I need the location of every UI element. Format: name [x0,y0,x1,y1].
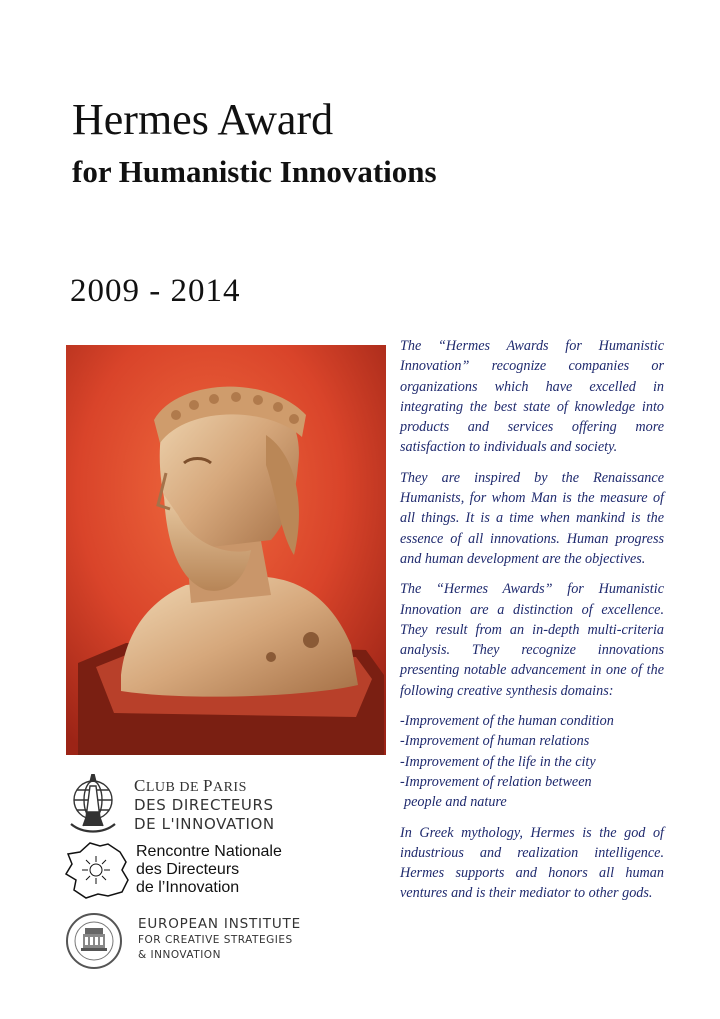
intro-text-column [400,336,664,914]
rencontre-line: de l’Innovation [136,879,240,896]
club-line: DE L'INNOVATION [134,815,275,833]
institute-seal-icon [65,912,123,970]
institute-line: EUROPEAN INSTITUTE [138,916,301,932]
closing-paragraph: In Greek mythology, Hermes is the god of industrious and realization intelligence. Hermes supports and honors all human ventures and is their mediator to other gods. [400,824,664,902]
intro-paragraph: They are inspired by the Renaissance Humanists, for whom Man is the measure of all things. It is a time when mankind is the essence of all innovations. Human progress and human development are the objectives. [400,469,664,567]
domain-item: people and nature [404,794,507,811]
european-institute-logo [138,915,301,963]
institute-line: & INNOVATION [138,949,221,961]
intro-paragraph: The “Hermes Awards” for Humanistic Innovation are a distinction of excellence. They result from an in-depth multi-criteria analysis. They recognize innovations presenting notable advancement in one of the following creative synthesis domains: [400,581,664,699]
domain-item: -Improvement of the human condition [400,713,614,730]
domain-item: -Improvement of the life in the city [400,753,596,770]
domain-list [400,711,664,812]
award-years: 2009 - 2014 [70,273,241,309]
club-de-paris-logo [134,778,275,834]
intro-paragraph: The “Hermes Awards for Humanistic Innovation” recognize companies or organizations which have excelled in integrating the best state of knowledge into products and services offering more satisfaction to individuals and society. [400,338,664,456]
domain-item: -Improvement of relation between [400,773,592,790]
bust-chip [303,632,319,648]
institute-line: FOR CREATIVE STRATEGIES [138,934,293,946]
hermes-bust-photo [66,345,386,755]
rencontre-line: des Directeurs [136,861,240,878]
club-word: ARIS [212,780,247,795]
rencontre-line: Rencontre Nationale [136,843,282,860]
page-subtitle: for Humanistic Innovations [72,154,437,189]
france-map-icon [62,840,132,900]
club-word: LUB DE [145,780,204,795]
club-line: DES DIRECTEURS [134,796,274,814]
page-title: Hermes Award [72,95,334,144]
club-letter: C [134,776,146,795]
bust-chip [266,652,276,662]
rencontre-nationale-logo [136,843,282,897]
domain-item: -Improvement of human relations [400,733,590,750]
club-letter: P [203,776,213,795]
